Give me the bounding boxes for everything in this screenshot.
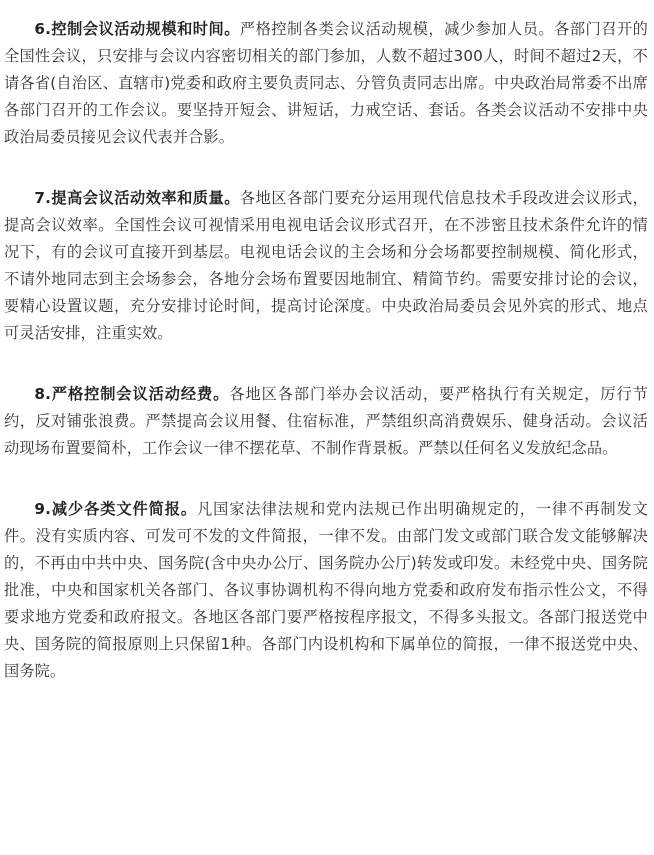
paragraph-text: 凡国家法律法规和党内法规已作出明确规定的，一律不再制发文件。没有实质内容、可发可不发的文件简报，一律不发。由部门发文或部门联合发文能够解决的，不再由中共中央、国务院(含中央办公厅、国务院办公厅)转发或印发。未经党中央、国务院批准，中央和国家机关各部门、各议事协调机构不得向地方党委和政府发布指示性公文，不得要求地方党委和政府报文。各地区各部门要严格按程序报文，不得多头报文。各部门报送党中央、国务院的简报原则上只保留1种。各部门内设机构和下属单位的简报，一律不报送党中央、国务院。: [4, 500, 648, 680]
article-body: [4, 16, 648, 719]
paragraph-heading: 9.减少各类文件简报。: [34, 500, 198, 518]
paragraph-9: [4, 496, 648, 685]
paragraph-heading: 6.控制会议活动规模和时间。: [34, 20, 240, 38]
paragraph-heading: 7.提高会议活动效率和质量。: [34, 189, 240, 207]
paragraph-text: 各地区各部门要充分运用现代信息技术手段改进会议形式，提高会议效率。全国性会议可视情采用电视电话会议形式召开，在不涉密且技术条件允许的情况下，有的会议可直接开到基层。电视电话会议的主会场和分会场都要控制规模、简化形式，不请外地同志到主会场参会，各地分会场布置要因地制宜、精简节约。需要安排讨论的会议，要精心设置议题，充分安排讨论时间，提高讨论深度。中央政治局委员会见外宾的形式、地点可灵活安排，注重实效。: [4, 189, 648, 342]
paragraph-heading: 8.严格控制会议活动经费。: [34, 385, 230, 403]
paragraph-7: [4, 185, 648, 347]
paragraph-8: [4, 381, 648, 462]
paragraph-6: [4, 16, 648, 151]
paragraph-text: 严格控制各类会议活动规模，减少参加人员。各部门召开的全国性会议，只安排与会议内容密切相关的部门参加，人数不超过300人，时间不超过2天，不请各省(自治区、直辖市)党委和政府主要负责同志、分管负责同志出席。中央政治局常委不出席各部门召开的工作会议。要坚持开短会、讲短话，力戒空话、套话。各类会议活动不安排中央政治局委员接见会议代表并合影。: [4, 20, 648, 146]
paragraph-text: 各地区各部门举办会议活动，要严格执行有关规定，厉行节约，反对铺张浪费。严禁提高会议用餐、住宿标准，严禁组织高消费娱乐、健身活动。会议活动现场布置要简朴，工作会议一律不摆花草、不制作背景板。严禁以任何名义发放纪念品。: [4, 385, 648, 457]
